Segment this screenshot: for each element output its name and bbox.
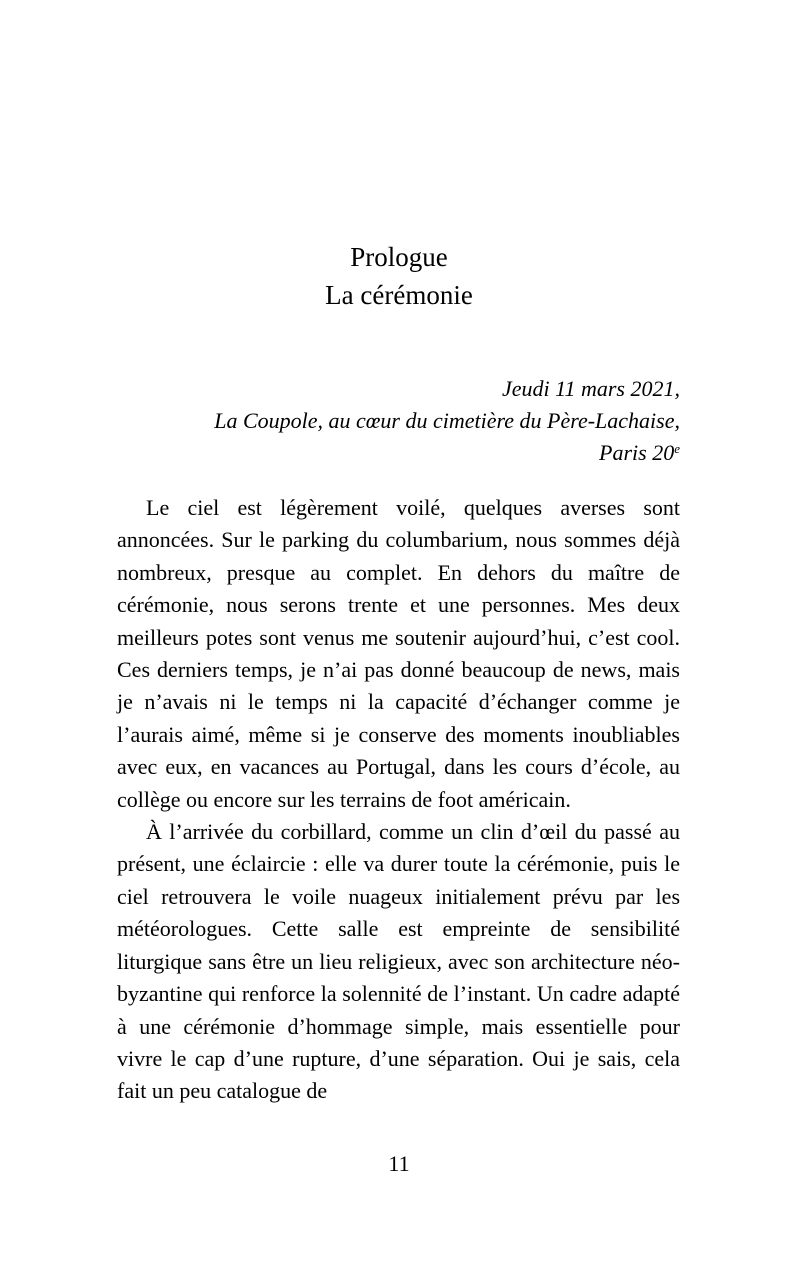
chapter-title: Prologue (350, 242, 448, 272)
epigraph-place: La Coupole, au cœur du cimetière du Père-Lachaise, (214, 408, 680, 433)
chapter-heading (0, 238, 798, 314)
page-number: 11 (388, 1151, 410, 1176)
epigraph-city-line (80, 437, 680, 469)
body-text (117, 492, 680, 1108)
epigraph-date: Jeudi 11 mars 2021, (501, 376, 680, 401)
epigraph-city: Paris 20 (599, 440, 675, 465)
paragraph: Le ciel est légèrement voilé, quelques averses sont annoncées. Sur le parking du columbarium, nous sommes déjà nombreux, presque au complet. En dehors du maître de cérémonie, nous serons trente et une personnes. Mes deux meilleurs potes sont venus me soutenir aujourd’hui, c’est cool. Ces derniers temps, je n’ai pas donné beaucoup de news, mais je n’avais ni le temps ni la capacité d’échanger comme je l’aurais aimé, même si je conserve des moments inoubliables avec eux, en vacances au Portugal, dans les cours d’école, au collège ou encore sur les terrains de foot américain. (117, 495, 680, 812)
epigraph (80, 373, 680, 469)
chapter-subtitle: La cérémonie (325, 280, 473, 310)
epigraph-city-superscript: e (674, 441, 680, 456)
paragraph: À l’arrivée du corbillard, comme un clin d’œil du passé au présent, une éclaircie : elle va durer toute la cérémonie, puis le ciel retrouvera le voile nuageux initialement prévu par les météorologues. Cette salle est empreinte de sensibilité liturgique sans être un lieu religieux, avec son architecture néo-byzantine qui renforce la solennité de l’instant. Un cadre adapté à une cérémonie d’hommage simple, mais essentielle pour vivre le cap d’une rupture, d’une séparation. Oui je sais, cela fait un peu catalogue de (117, 819, 680, 1104)
